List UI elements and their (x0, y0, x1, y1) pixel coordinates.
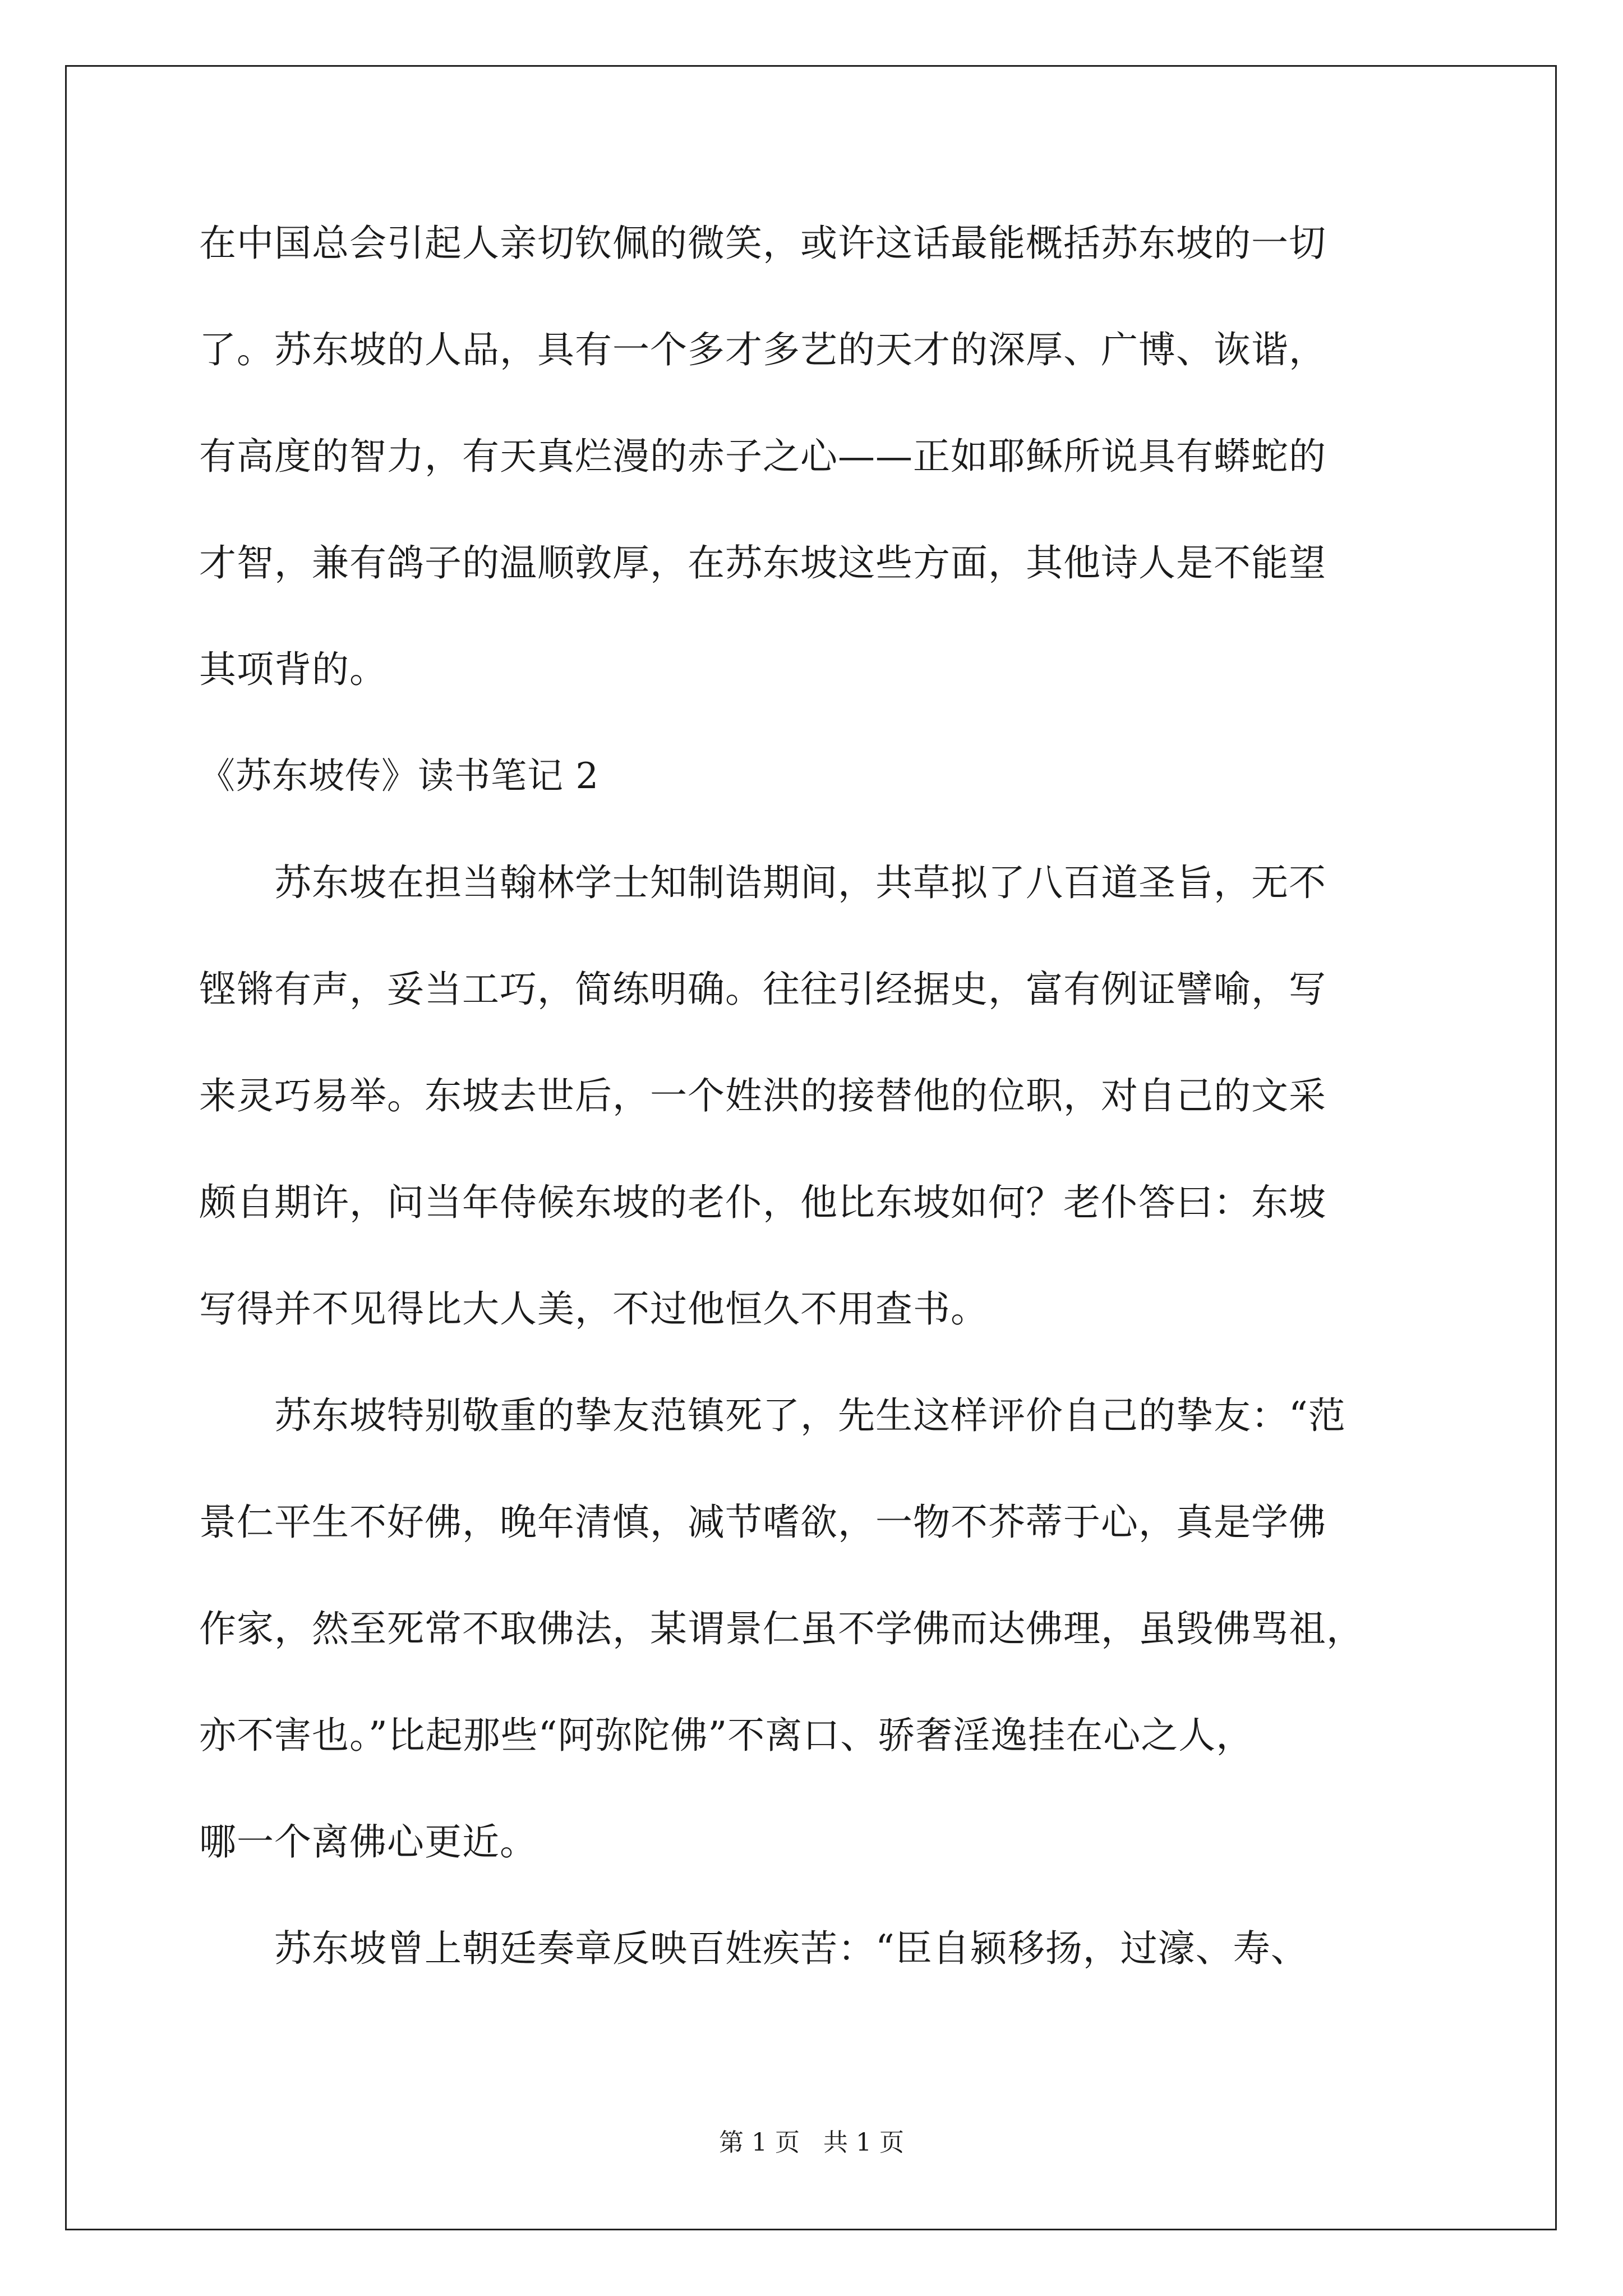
text-line: 颇自期许，问当年侍候东坡的老仆，他比东坡如何？老仆答曰：东坡 (199, 1181, 1326, 1224)
section-heading: 《苏东坡传》读书笔记 2 (199, 756, 600, 797)
text-line: 亦不害也。”比起那些“阿弥陀佛”不离口、骄奢淫逸挂在心之人， (199, 1714, 1254, 1757)
page-footer (0, 2126, 1623, 2160)
page-number: 第 1 页 (719, 2128, 800, 2157)
text-line: 哪一个离佛心更近。 (199, 1820, 537, 1864)
text-line: 苏东坡在担当翰林学士知制诰期间，共草拟了八百道圣旨，无不 (199, 861, 1326, 904)
text-line: 有高度的智力，有天真烂漫的赤子之心——正如耶稣所说具有蟒蛇的 (199, 435, 1326, 478)
page-border (65, 65, 1557, 2230)
text-line: 铿锵有声，妥当工巧，简练明确。往往引经据史，富有例证譬喻，写 (199, 968, 1326, 1011)
text-line: 在中国总会引起人亲切钦佩的微笑，或许这话最能概括苏东坡的一切 (199, 222, 1326, 265)
text-line: 才智，兼有鸽子的温顺敦厚，在苏东坡这些方面，其他诗人是不能望 (199, 541, 1326, 585)
page-total: 共 1 页 (823, 2128, 904, 2157)
text-line: 来灵巧易举。东坡去世后，一个姓洪的接替他的位职，对自己的文采 (199, 1074, 1326, 1117)
text-line: 了。苏东坡的人品，具有一个多才多艺的天才的深厚、广博、诙谐， (199, 328, 1326, 371)
text-line: 写得并不见得比大人美，不过他恒久不用查书。 (199, 1287, 988, 1331)
text-line: 其项背的。 (199, 648, 387, 691)
text-line: 作家，然至死常不取佛法，某谓景仁虽不学佛而达佛理，虽毁佛骂祖， (199, 1607, 1364, 1650)
text-line: 苏东坡曾上朝廷奏章反映百姓疾苦：“臣自颍移扬，过濠、寿、 (199, 1927, 1308, 1970)
text-line: 景仁平生不好佛，晚年清慎，减节嗜欲，一物不芥蒂于心，真是学佛 (199, 1501, 1326, 1544)
text-line: 苏东坡特别敬重的挚友范镇死了，先生这样评价自己的挚友：“范 (199, 1394, 1346, 1437)
